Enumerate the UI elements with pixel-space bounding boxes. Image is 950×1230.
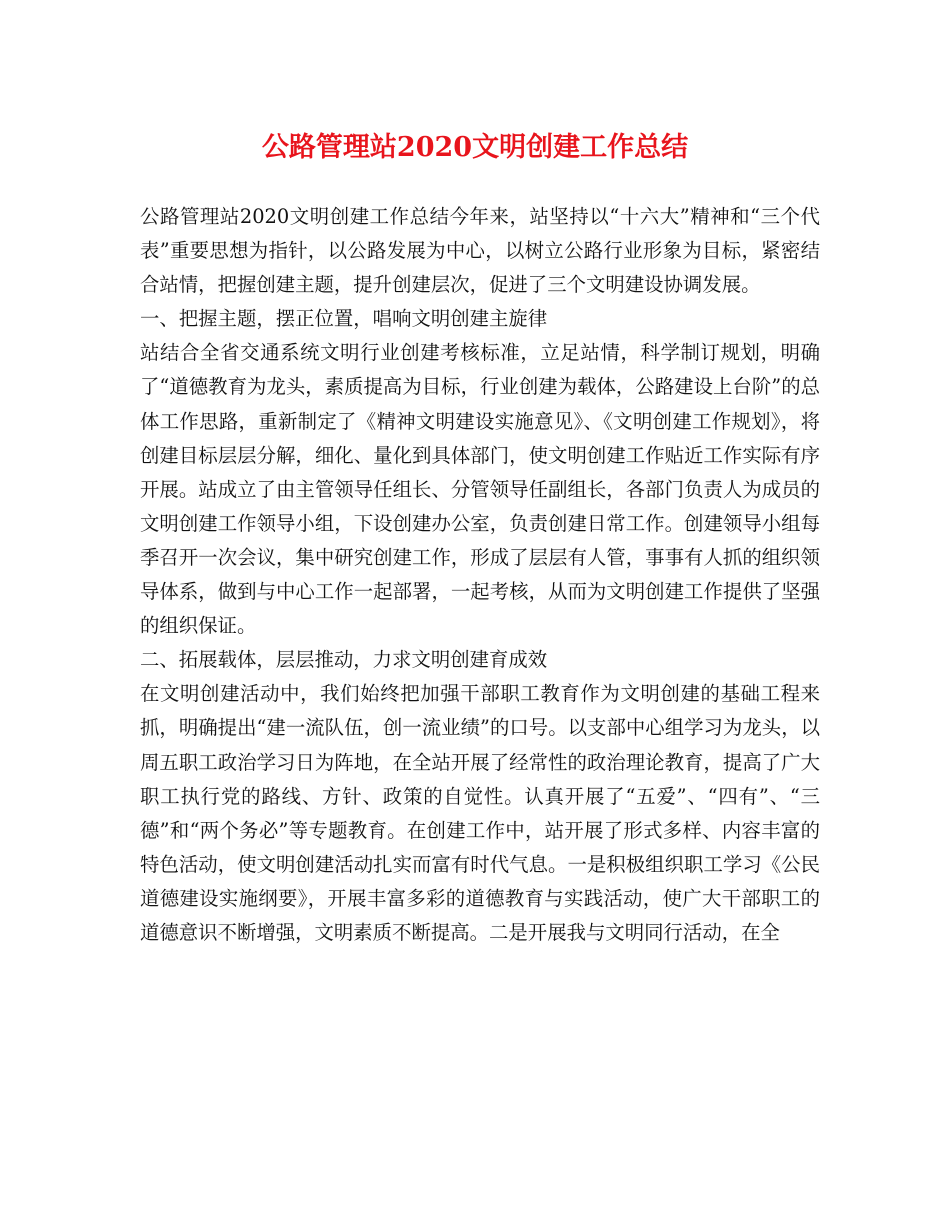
section-heading-2: 二、拓展载体，层层推动，力求文明创建育成效 bbox=[140, 648, 548, 672]
section-heading-1: 一、把握主题，摆正位置，唱响文明创建主旋律 bbox=[140, 307, 548, 331]
section-1-paragraph: 站结合全省交通系统文明行业创建考核标准，立足站情，科学制订规划，明确了“道德教育为龙头，素质提高为目标，行业创建为载体，公路建设上台阶”的总体工作思路，重新制定了《精神文明建设实施意见》、《文明创建工作规划》，将创建目标层层分解，细化、量化到具体部门，使文明创建工作贴近工作实际有序开展。站成立了由主管领导任组长、分管领导任副组长，各部门负责人为成员的文明创建工作领导小组，下设创建办公室，负责创建日常工作。创建领导小组每季召开一次会议，集中研究创建工作，形成了层层有人管，事事有人抓的组织领导体系，做到与中心工作一起部署，一起考核，从而为文明创建工作提供了坚强的组织保证。 bbox=[140, 341, 820, 638]
document-title: 公路管理站2020文明创建工作总结 bbox=[261, 132, 689, 163]
section-2-paragraph: 在文明创建活动中，我们始终把加强干部职工教育作为文明创建的基础工程来抓，明确提出“建一流队伍，创一流业绩”的口号。以支部中心组学习为龙头，以周五职工政治学习日为阵地，在全站开展了经常性的政治理论教育，提高了广大职工执行党的路线、方针、政策的自觉性。认真开展了“五爱”、“四有”、“三德”和“两个务必”等专题教育。在创建工作中，站开展了形式多样、内容丰富的特色活动，使文明创建活动扎实而富有时代气息。一是积极组织职工学习《公民道德建设实施纲要》，开展丰富多彩的道德教育与实践活动，使广大干部职工的道德意识不断增强，文明素质不断提高。二是开展我与文明同行活动，在全 bbox=[140, 682, 820, 944]
document-body bbox=[140, 200, 820, 950]
intro-paragraph: 公路管理站2020文明创建工作总结今年来，站坚持以“十六大”精神和“三个代表”重要思想为指针，以公路发展为中心，以树立公路行业形象为目标，紧密结合站情，把握创建主题，提升创建层次，促进了三个文明建设协调发展。 bbox=[140, 205, 820, 297]
